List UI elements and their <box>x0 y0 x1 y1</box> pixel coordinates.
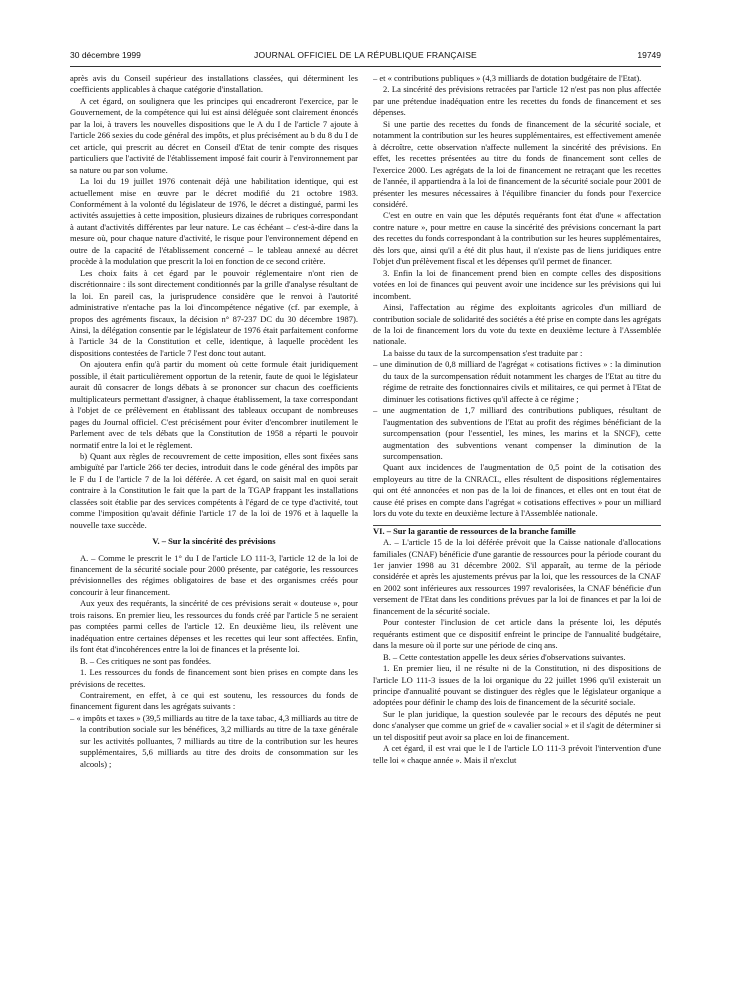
header-date: 30 décembre 1999 <box>70 50 141 60</box>
paragraph: 1. En premier lieu, il ne résulte ni de la Constitution, ni des dispositions de l'article LO 111-3 issues de la loi organique du 22 juillet 1996 qu'il existerait un principe d'annualité pouvant se distinguer des règles que le législateur organique a adoptées pour définir le champ des lois de financement de la sécurité sociale. <box>373 663 661 708</box>
paragraph: A cet égard, on soulignera que les principes qui encadreront l'exercice, par le Gouvernement, de la compétence qui lui est ainsi déléguée sont clairement énoncés par la loi, à travers les nouvelles dispositions que le A du I de l'article 7 ajoute à l'article 266 sexies du code général des impôts, et plus précisément au b du 8 du I de cet article, qui prescrit au décret en Conseil d'Etat de tenir compte des risques particuliers que l'activité de l'établissement imposé fait courir à l'environnement par sa nature ou par son volume. <box>70 95 358 175</box>
paragraph: Si une partie des recettes du fonds de financement de la sécurité sociale, et notamment la contribution sur les heures supplémentaires, est effectivement amenée à décroître, cette observation n'affecte nullement la sincérité des prévisions. En effet, les recettes présentées au titre du fonds de financement sont celles de l'exercice 2000. Les agrégats de la loi de financement ne retraçant que les recettes de l'année, il appartiendra à la loi de financement de la sécurité sociale pour 2001 de présenter les mesures nécessaires à l'équilibre financier du fonds pour l'exercice considéré. <box>373 118 661 209</box>
paragraph: B. – Ces critiques ne sont pas fondées. <box>80 655 212 666</box>
paragraph: b) Quant aux règles de recouvrement de cette imposition, elles sont fixées sans ambiguïté par l'article 266 ter decies, introduit dans le code général des impôts par le F du I de l'article 7 de la loi déférée. A cet égard, on saisit mal en quoi serait contraire à la Constitution le fait que la part de la TGAP frappant les installations classées soit établie par des services compétents à l'égard de ce type d'activité, tout comme l'imposition qu'avait définie l'article 17 de la loi de 1976 et à laquelle la nouvelle taxe succède. <box>70 450 358 530</box>
paragraph: B. – Cette contestation appelle les deux séries d'observations suivantes. <box>383 651 626 662</box>
paragraph: La loi du 19 juillet 1976 contenait déjà une habilitation identique, qui est actuellement mise en œuvre par le décret modifié du 21 octobre 1983. Conformément à la volonté du législateur de 1976, le décret a distingué, parmi les activités assujetties à cette imposition, plusieurs dizaines de rubriques correspondant à autant d'activités différentes par leur nature. Le cas échéant – c'est-à-dire dans la mesure où, pour chaque nature d'activité, le risque pour l'environnement dépend en outre de la capacité de l'établissement concerné – le tableau annexé au décret procède à la modulation que prescrit la loi en fonction de ce second critère. <box>70 176 358 267</box>
paragraph: La baisse du taux de la surcompensation s'est traduite par : <box>383 347 583 358</box>
paragraph: 1. Les ressources du fonds de financement sont bien prises en compte dans les prévisions de recettes. <box>70 667 358 689</box>
list-item: – une diminution de 0,8 milliard de l'agrégat « cotisations fictives » : la diminution du taux de la surcompensation réduit notamment les charges de l'Etat au titre du régime de retraite des fonctionnaires civils et militaires, ce qui permet à l'Etat de diminuer les cotisations fictives qu'il affecte à ce régime ; <box>373 359 661 404</box>
paragraph: On ajoutera enfin qu'à partir du moment où cette formule était juridiquement possible, il était particulièrement opportun de la retenir, faute de quoi le législateur aurait dû consacrer de longs débats à se prononcer sur chacun des coefficients multiplicateurs permettant d'assigner, à chaque établissement, la taxe correspondant à l'objet de ce prélèvement en établissant des tableaux occupant de nombreuses pages du Journal officiel. C'est précisément pour éviter d'encombrer inutilement le Parlement avec de tels débats que la Constitution de 1958 a réparti le pouvoir normatif entre la loi et le règlement. <box>70 359 358 450</box>
section-heading: V. – Sur la sincérité des prévisions <box>152 536 276 547</box>
paragraph: après avis du Conseil supérieur des installations classées, qui déterminent les coefficients applicables à chaque catégorie d'installation. <box>70 73 358 95</box>
list-item: – et « contributions publiques » (4,3 milliards de dotation budgétaire de l'Etat). <box>373 73 642 83</box>
header-journal-title: JOURNAL OFFICIEL DE LA RÉPUBLIQUE FRANÇAISE <box>254 50 477 60</box>
paragraph: Les choix faits à cet égard par le pouvoir réglementaire n'ont rien de discrétionnaire : ils sont directement conditionnés par la grille d'analyse résultant de la loi. En pareil cas, la jurisprudence considère que le renvoi à l'autorité administrative n'entache pas la loi d'incompétence négative (cf. par exemple, à propos des agréments fiscaux, la décision n° 87-237 DC du 30 décembre 1987). Ainsi, la délégation consentie par le législateur de 1976 était parfaitement conforme à l'article 34 de la Constitution et celle, identique, à laquelle procèdent les dispositions contestées de l'article 7 l'est donc tout autant. <box>70 267 358 358</box>
paragraph: 3. Enfin la loi de financement prend bien en compte celles des dispositions votées en loi de finances qui peuvent avoir une incidence sur les prévisions qui lui incombent. <box>373 267 661 301</box>
left-column <box>70 73 358 963</box>
header-page-number: 19749 <box>637 50 661 60</box>
paragraph: Sur le plan juridique, la question soulevée par le recours des députés ne peut donc s'analyser que comme un grief de « cavalier social » et il s'agit de déterminer si un tel dispositif peut avoir sa place en loi de financement. <box>373 708 661 742</box>
paragraph: Ainsi, l'affectation au régime des exploitants agricoles d'un milliard de contribution sociale de solidarité des sociétés a été prise en compte dans les agrégats de la loi de financement lors du vote du texte en deuxième lecture à l'Assemblée nationale. <box>373 302 661 347</box>
list-item: – « impôts et taxes » (39,5 milliards au titre de la taxe tabac, 4,3 milliards au titre de la contribution sociale sur les bénéfices, 3,2 milliards au titre de la taxe générale sur les activités polluantes, 7 milliards au titre de la contribution sur les heures supplémentaires, 5,6 milliards au titre des droits de consommation sur les alcools) ; <box>70 712 358 769</box>
section-heading: VI. – Sur la garantie de ressources de la branche famille <box>373 525 661 537</box>
page-header <box>70 50 661 64</box>
paragraph: Quant aux incidences de l'augmentation de 0,5 point de la cotisation des employeurs au titre de la CNRACL, elles résultent de dispositions réglementaires qui ont été annoncées et non pas de la loi de finances, et elles ont en tout état de cause été prises en compte dans l'agrégat « cotisations effectives » pour un milliard lors du vote du texte en deuxième lecture à l'Assemblée nationale. <box>373 462 661 519</box>
paragraph: Pour contester l'inclusion de cet article dans la présente loi, les députés requérants estiment que ce dispositif enfreint le principe de l'annualité budgétaire, dans la mesure où il porte sur une période de cinq ans. <box>373 617 661 651</box>
paragraph: Aux yeux des requérants, la sincérité de ces prévisions serait « douteuse », pour trois raisons. En premier lieu, les ressources du fonds créé par l'article 5 ne seraient pas comptées parmi celles de l'article 12. En deuxième lieu, ils relèvent une inadéquation entre certaines dépenses et les recettes qui leur sont affectées. Enfin, ils font état d'incohérences entre la loi de finances et la présente loi. <box>70 598 358 655</box>
paragraph: 2. La sincérité des prévisions retracées par l'article 12 n'est pas non plus affectée par une prétendue inadéquation entre les recettes du fonds de financement et ses dépenses. <box>373 84 661 118</box>
paragraph: Contrairement, en effet, à ce qui est soutenu, les ressources du fonds de financement figurent dans les agrégats suivants : <box>70 690 358 712</box>
list-item: – une augmentation de 1,7 milliard des contributions publiques, résultant de l'augmentation des subventions de l'Etat au profit des régimes bénéficiant de la surcompensation (pour l'essentiel, les mines, les marins et la SNCF), cette augmentation des subventions venant compenser la diminution de la surcompensation. <box>373 405 661 461</box>
paragraph: A. – Comme le prescrit le 1° du I de l'article LO 111-3, l'article 12 de la loi de financement de la sécurité sociale pour 2000 présente, par catégorie, les ressources prévisionnelles des régimes obligatoires de base et des organismes créés pour concourir à leur financement. <box>70 552 358 597</box>
paragraph: A. – L'article 15 de la loi déférée prévoit que la Caisse nationale d'allocations familiales (CNAF) bénéficie d'une garantie de ressources pour la période courant du 1er janvier 1998 au 31 décembre 2002. S'il apparaît, au terme de la période considérée et après les ajustements prévus par la loi, que les ressources de la CNAF en 2002 sont inférieures aux ressources 1997 revalorisées, la CNAF bénéficie d'un versement de l'Etat dans les conditions prévues par la loi de finances et par la loi de financement de la sécurité sociale. <box>373 537 661 616</box>
right-column <box>373 73 661 963</box>
header-rule <box>70 66 661 67</box>
paragraph: A cet égard, il est vrai que le I de l'article LO 111-3 prévoit l'intervention d'une telle loi « chaque année ». Mais il n'exclut <box>373 743 661 765</box>
paragraph: C'est en outre en vain que les députés requérants font état d'une « affectation contre nature », pour mettre en cause la sincérité des prévisions concernant la part des recettes du fonds correspondant à la contribution sur les heures supplémentaires, dès lors que, ainsi qu'il a été dit plus haut, il n'existe pas de liens juridiques entre l'objet d'un prélèvement fiscal et les dépenses qu'il permet de financer. <box>373 210 661 267</box>
